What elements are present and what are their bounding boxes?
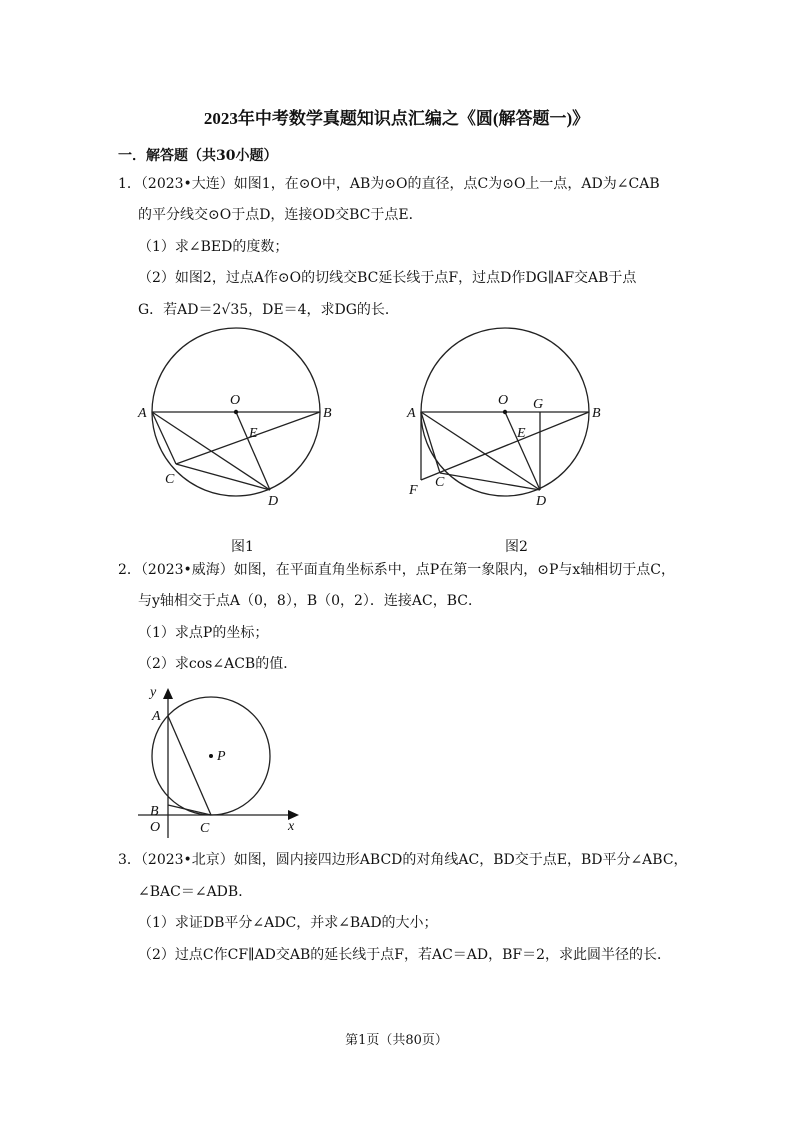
- page-title: 2023年中考数学真题知识点汇编之《圆(解答题一)》: [203, 109, 590, 128]
- fig2-label-f: F: [409, 483, 418, 498]
- q1-sub2b: G．若AD＝2√35，DE＝4，求DG的长．: [138, 302, 399, 318]
- q3-line1: 3．（2023•北京）如图，圆内接四边形ABCD的对角线AC，BD交于点E，BD平分∠ABC，: [118, 852, 688, 868]
- fig3-label-a: A: [152, 709, 161, 724]
- fig1-segment-cd: [176, 464, 270, 490]
- fig1-label-b: B: [323, 406, 332, 421]
- fig1-label-a: A: [138, 406, 147, 421]
- q2-line1: 2．（2023•威海）如图，在平面直角坐标系中，点P在第一象限内，⊙P与x轴相切于点C，: [118, 562, 675, 578]
- fig2-caption: 图2: [505, 539, 528, 555]
- fig3-label-c: C: [200, 821, 210, 836]
- fig3-point-p: [209, 754, 213, 758]
- fig2-segment-ac: [421, 412, 440, 473]
- q3-sub2: （2）过点C作CF∥AD交AB的延长线于点F，若AC＝AD，BF＝2，求此圆半径的长．: [138, 947, 672, 963]
- figure-2: [400, 320, 620, 520]
- fig2-center-point: [503, 410, 507, 414]
- fig3-label-x: x: [288, 819, 295, 834]
- fig3-label-o: O: [150, 820, 161, 835]
- fig1-label-o: O: [230, 393, 241, 408]
- fig3-label-p: P: [217, 749, 226, 764]
- q2-line2: 与y轴相交于点A（0，8），B（0，2）．连接AC，BC．: [138, 593, 483, 609]
- fig2-label-g: G: [533, 397, 544, 412]
- fig3-segment-ac: [168, 716, 211, 815]
- fig1-center-point: [234, 410, 238, 414]
- q1-line2: 的平分线交⊙O于点D，连接OD交BC于点E．: [138, 207, 423, 223]
- q3-sub1: （1）求证DB平分∠ADC，并求∠BAD的大小；: [138, 915, 438, 931]
- fig2-label-b: B: [592, 406, 601, 421]
- page-footer: 第1页（共80页）: [345, 1033, 448, 1048]
- fig1-label-e: E: [249, 426, 258, 441]
- fig1-label-c: C: [165, 472, 175, 487]
- fig2-line-fb: [421, 412, 589, 480]
- figure-1: [130, 320, 350, 520]
- fig2-segment-cd: [440, 473, 540, 490]
- fig2-label-d: D: [536, 494, 547, 509]
- fig2-label-o: O: [498, 393, 509, 408]
- fig2-label-a: A: [407, 406, 416, 421]
- fig2-label-c: C: [435, 475, 445, 490]
- q1-sub2a: （2）如图2，过点A作⊙O的切线交BC延长线于点F，过点D作DG∥AF交AB于点: [138, 270, 637, 286]
- q2-sub2: （2）求cos∠ACB的值．: [138, 656, 298, 672]
- figure-3: [136, 680, 316, 840]
- fig3-segment-bc: [168, 805, 211, 815]
- q3-line2: ∠BAC＝∠ADB．: [138, 884, 253, 900]
- section-heading: 一．解答题（共30小题）: [118, 148, 278, 164]
- fig2-label-e: E: [517, 426, 526, 441]
- fig3-y-arrow: [163, 688, 173, 699]
- fig1-caption: 图1: [231, 539, 254, 555]
- fig3-label-b: B: [150, 804, 159, 819]
- fig1-label-d: D: [268, 494, 279, 509]
- q1-sub1: （1）求∠BED的度数；: [138, 239, 289, 255]
- fig3-label-y: y: [150, 685, 157, 700]
- q2-sub1: （1）求点P的坐标；: [138, 625, 269, 641]
- q1-line1: 1．（2023•大连）如图1，在⊙O中，AB为⊙O的直径，点C为⊙O上一点，AD为∠CAB: [118, 176, 660, 192]
